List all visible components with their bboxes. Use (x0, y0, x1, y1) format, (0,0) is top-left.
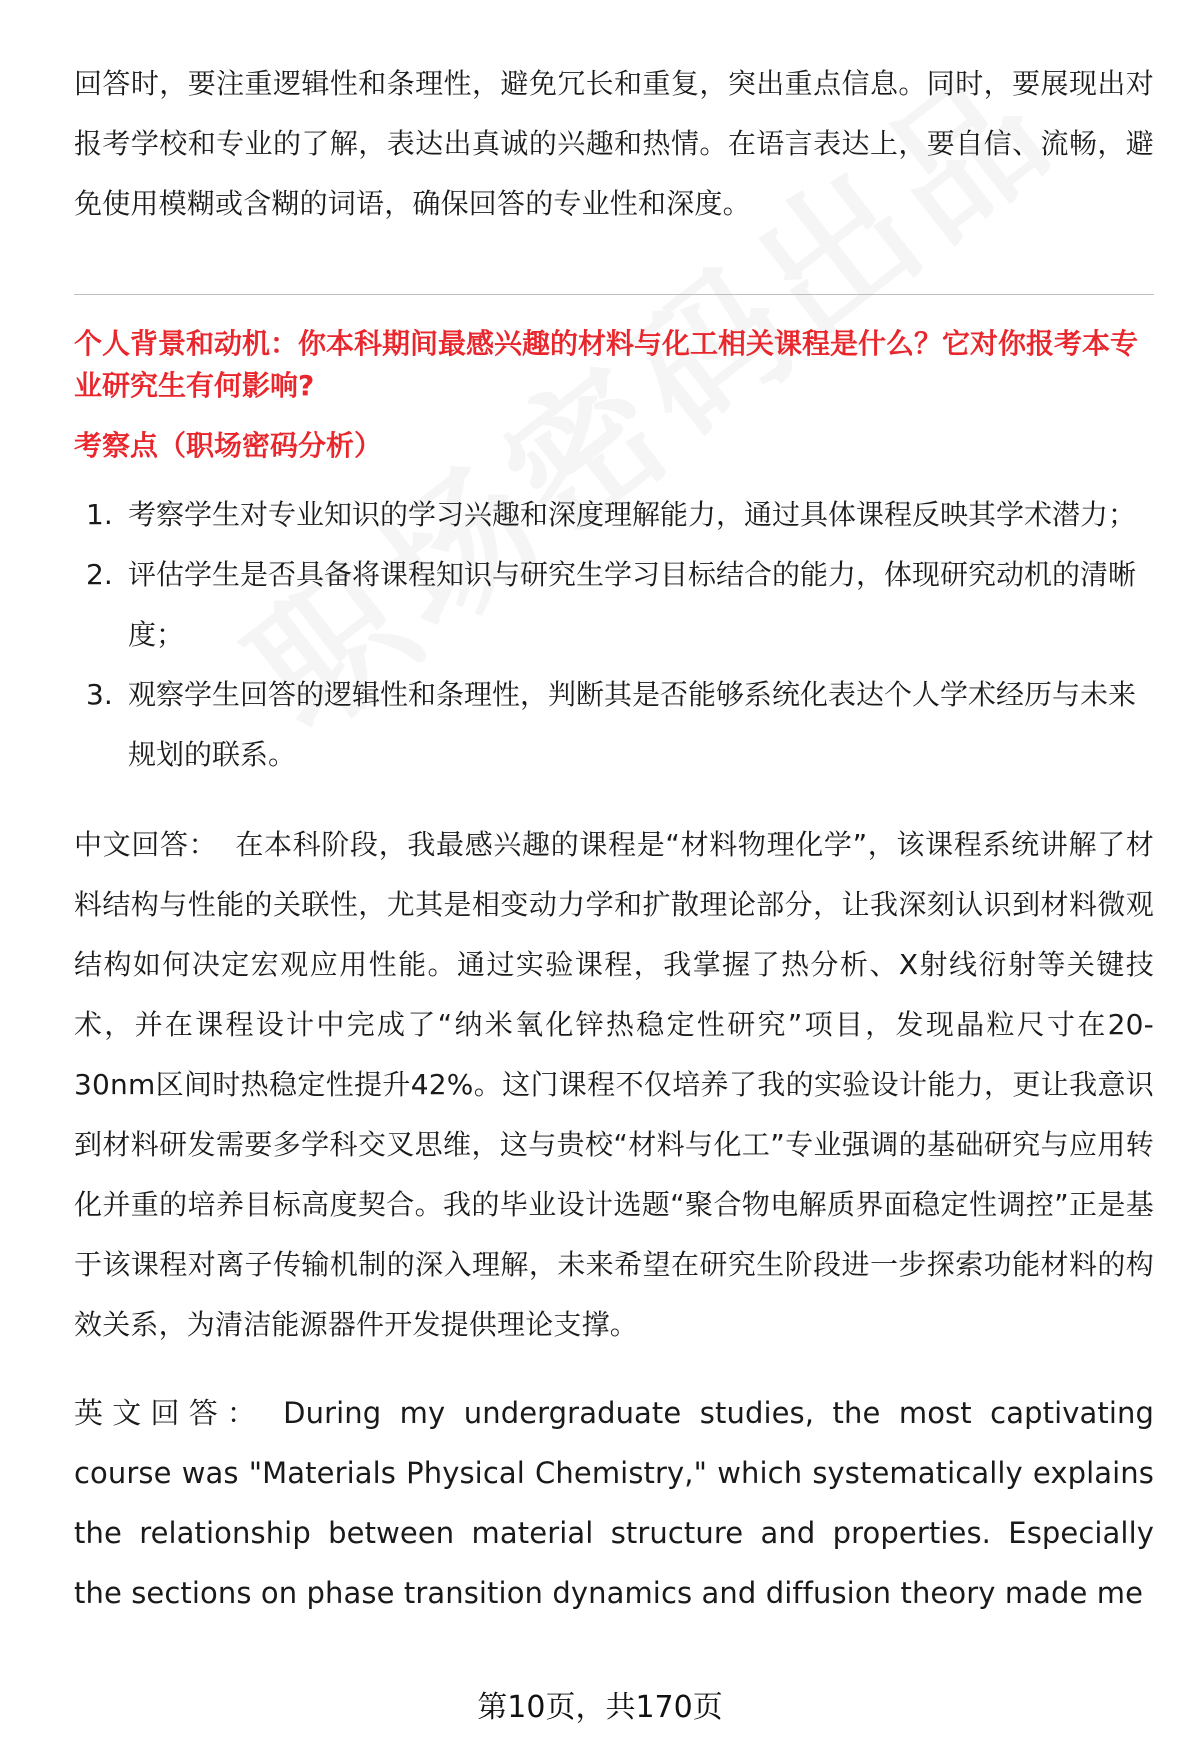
chinese-answer-label: 中文回答： (74, 828, 218, 861)
english-answer (74, 1383, 1154, 1623)
intro-paragraph: 回答时，要注重逻辑性和条理性，避免冗长和重复，突出重点信息。同时，要展现出对报考学校和专业的了解，表达出真诚的兴趣和热情。在语言表达上，要自信、流畅，避免使用模糊或含糊的词语，确保回答的专业性和深度。 (74, 67, 1154, 220)
list-text: 观察学生回答的逻辑性和条理性，判断其是否能够系统化表达个人学术经历与未来规划的联系。 (128, 678, 1137, 771)
assessment-list (74, 485, 1154, 785)
english-answer-label: 英文回答： (74, 1396, 266, 1430)
document-page (74, 54, 1154, 1651)
list-text: 考察学生对专业知识的学习兴趣和深度理解能力，通过具体课程反映其学术潜力； (128, 498, 1137, 531)
list-item (74, 545, 1154, 665)
page-number-footer: 第10页，共170页 (477, 1690, 723, 1725)
list-text: 评估学生是否具备将课程知识与研究生学习目标结合的能力，体现研究动机的清晰度； (128, 558, 1137, 651)
section-divider (74, 294, 1154, 295)
list-number: 3. (86, 678, 113, 711)
list-number: 1. (86, 498, 113, 531)
list-number: 2. (86, 558, 113, 591)
chinese-answer-text: 在本科阶段，我最感兴趣的课程是“材料物理化学”，该课程系统讲解了材料结构与性能的关联性，尤其是相变动力学和扩散理论部分，让我深刻认识到材料微观结构如何决定宏观应用性能。通过实验课程，我掌握了热分析、X射线衍射等关键技术，并在课程设计中完成了“纳米氧化锌热稳定性研究”项目，发现晶粒尺寸在20-30nm区间时热稳定性提升42%。这门课程不仅培养了我的实验设计能力，更让我意识到材料研发需要多学科交叉思维，这与贵校“材料与化工”专业强调的基础研究与应用转化并重的培养目标高度契合。我的毕业设计选题“聚合物电解质界面稳定性调控”正是基于该课程对离子传输机制的深入理解，未来希望在研究生阶段进一步探索功能材料的构效关系，为清洁能源器件开发提供理论支撑。 (74, 828, 1154, 1341)
assessment-heading: 考察点（职场密码分析） (74, 429, 383, 462)
list-item (74, 665, 1154, 785)
question-heading: 个人背景和动机：你本科期间最感兴趣的材料与化工相关课程是什么？它对你报考本专业研究生有何影响? (74, 327, 1139, 402)
list-item (74, 485, 1154, 545)
chinese-answer (74, 815, 1154, 1355)
english-answer-text: During my undergraduate studies, the most captivating course was "Materials Physical Chemistry," which systematically explains the relationship between material structure and properties. Especially the sections on phase transition dynamics and diffusion theory made me (74, 1396, 1154, 1610)
